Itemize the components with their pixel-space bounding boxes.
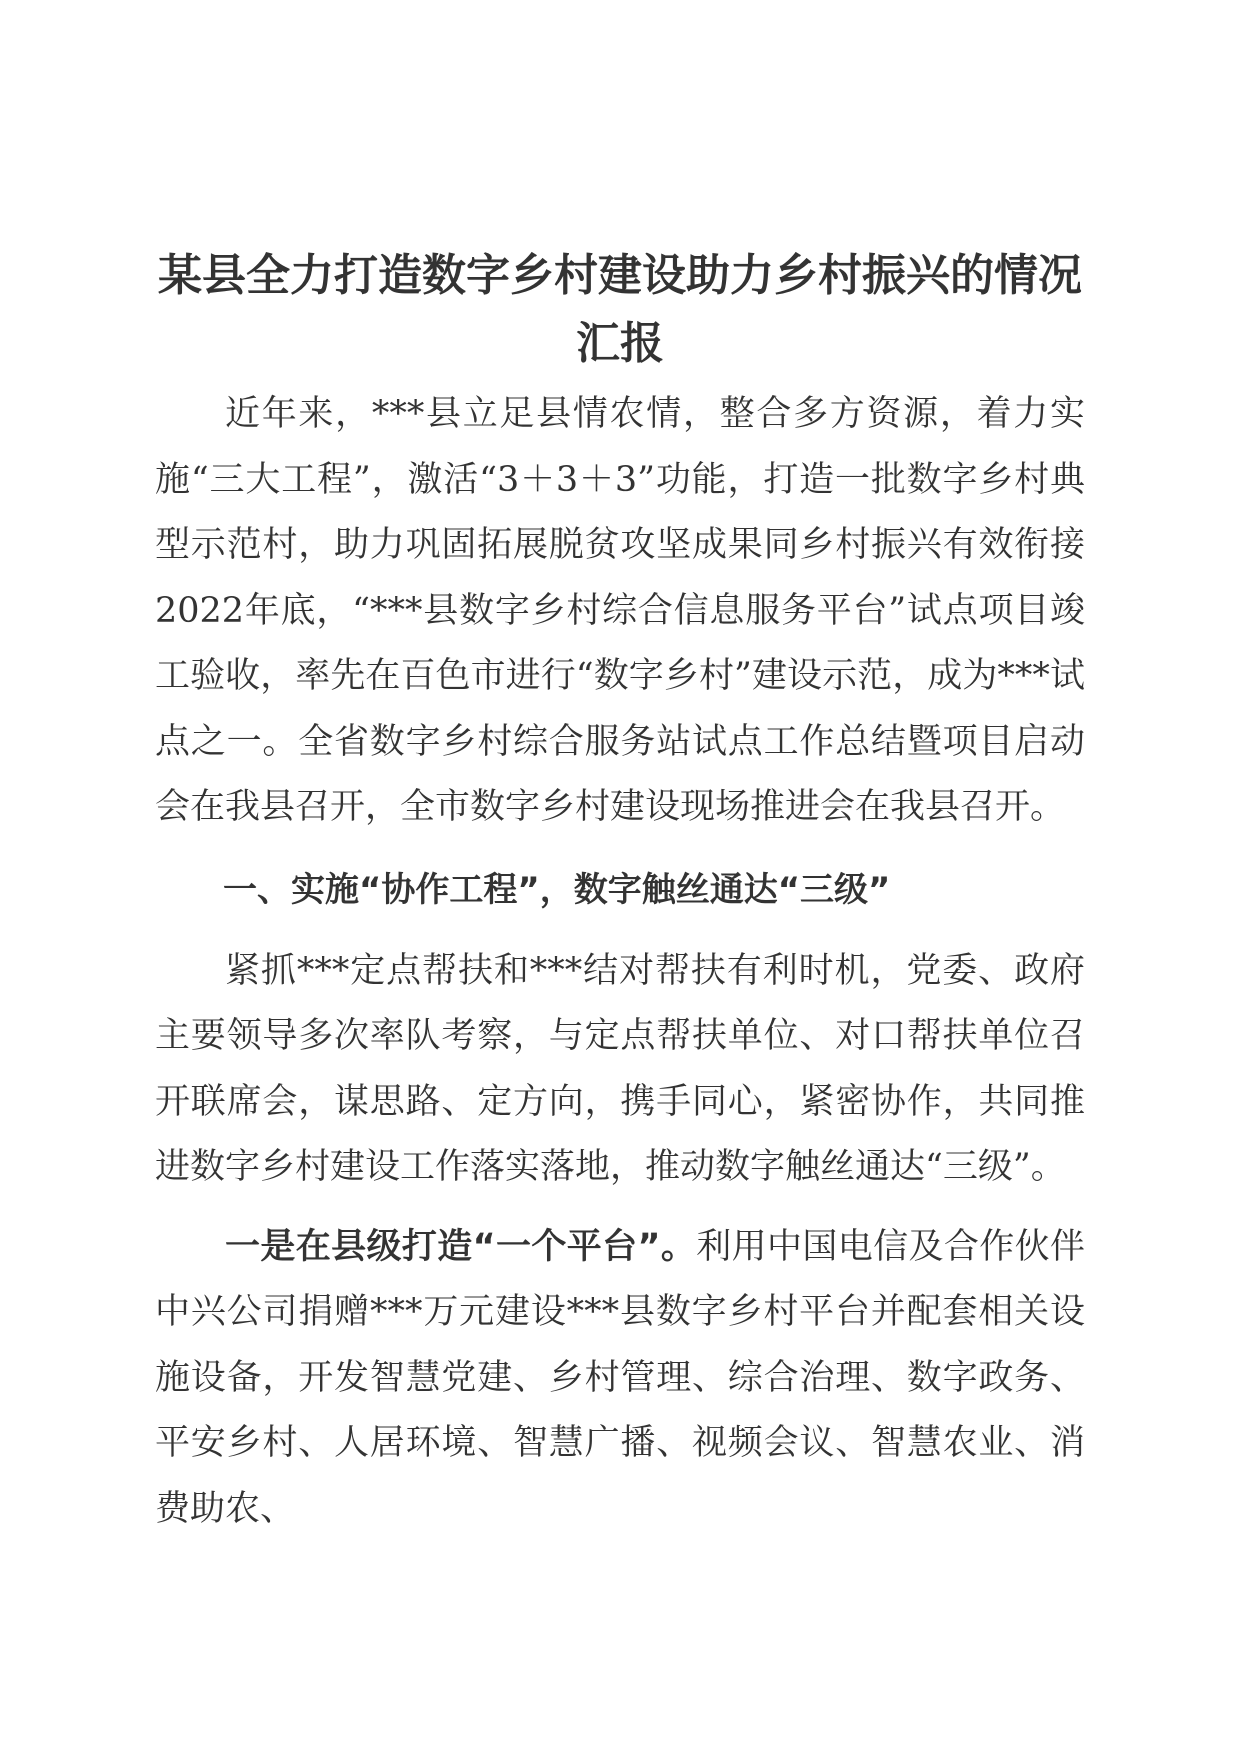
section-heading: 一、实施“协作工程”，数字触丝通达“三级”	[223, 869, 891, 910]
section-paragraph: 紧抓***定点帮扶和***结对帮扶有利时机，党委、政府主要领导多次率队考察，与定点帮扶单位、对口帮扶单位召开联席会，谋思路、定方向，携手同心，紧密协作，共同推进数字乡村建设工作落实落地，推动数字触丝通达“三级”。	[155, 950, 1085, 1187]
section-item-paragraph	[155, 1215, 1085, 1543]
document-title: 某县全力打造数字乡村建设助力乡村振兴的情况汇报	[158, 250, 1082, 369]
document-body	[155, 242, 1085, 1542]
intro-paragraph: 近年来，***县立足县情农情，整合多方资源，着力实施“三大工程”，激活“3＋3＋3”功能，打造一批数字乡村典型示范村，助力巩固拓展脱贫攻坚成果同乡村振兴有效衔接2022年底，“***县数字乡村综合信息服务平台”试点项目竣工验收，率先在百色市进行“数字乡村”建设示范，成为***试点之一。全省数字乡村综合服务站试点工作总结暨项目启动会在我县召开，全市数字乡村建设现场推进会在我县召开。	[155, 394, 1085, 827]
item-lead-text: 一是在县级打造“一个平台”。	[225, 1226, 697, 1267]
item-body-text: 利用中国电信及合作伙伴中兴公司捐赠***万元建设***县数字乡村平台并配套相关设施设备，开发智慧党建、乡村管理、综合治理、数字政务、平安乡村、人居环境、智慧广播、视频会议、智慧农业、消费助农、	[155, 1226, 1085, 1529]
